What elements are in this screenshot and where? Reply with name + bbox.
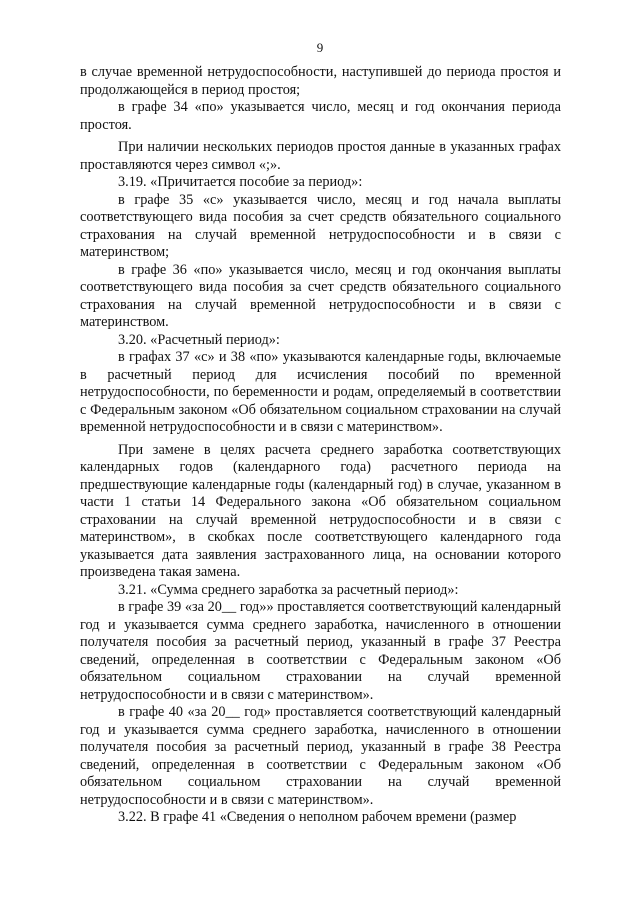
- section-heading: 3.21. «Сумма среднего заработка за расчетный период»:: [118, 581, 459, 598]
- paragraph: При наличии нескольких периодов простоя данные в указанных графах проставляются через символ «;».: [80, 139, 561, 173]
- paragraph: При замене в целях расчета среднего заработка соответствующих календарных годов (календарного года) расчетного периода на предшествующие календарные годы (календарный год) в случае, указанном в части 1 статьи 14 Федерального закона «Об обязательном социальном страховании на случай временной нетрудоспособности и в связи с материнством», в скобках после соответствующего календарного года указывается дата заявления застрахованного лица, на основании которого произведена такая замена.: [80, 441, 561, 580]
- paragraph: в графе 39 «за 20__ год»» проставляется соответствующий календарный год и указывается сумма среднего заработка, начисленного в отношении получателя пособия за расчетный период, указанный в графе 37 Реестра сведений, определенная в соответствии с Федеральным законом «Об обязательном социальном страховании на случай временной нетрудоспособности и в связи с материнством».: [80, 599, 561, 703]
- section-heading: 3.22. В графе 41 «Сведения о неполном рабочем времени (размер: [118, 809, 517, 825]
- section-heading: 3.20. «Расчетный период»:: [118, 331, 280, 348]
- section-heading: 3.19. «Причитается пособие за период»:: [118, 174, 363, 190]
- document-body: [80, 64, 561, 827]
- paragraph: в графе 34 «по» указывается число, месяц и год окончания периода простоя.: [80, 99, 561, 133]
- paragraph: в графе 35 «с» указывается число, месяц и год начала выплаты соответствующего вида пособия за счет средств обязательного социального страхования на случай временной нетрудоспособности и в связи с материнством;: [80, 191, 561, 260]
- page-number: 9: [316, 40, 324, 55]
- paragraph: в случае временной нетрудоспособности, наступившей до периода простоя и продолжающейся в период простоя;: [80, 64, 561, 98]
- paragraph: в графе 36 «по» указывается число, месяц и год окончания выплаты соответствующего вида пособия за счет средств обязательного социального страхования на случай временной нетрудоспособности и в связи с материнством.: [80, 261, 561, 330]
- paragraph: в графах 37 «с» и 38 «по» указываются календарные годы, включаемые в расчетный период для исчисления пособий по временной нетрудоспособности, по беременности и родам, определяемый в соответствии с Федеральным законом «Об обязательном социальном страховании на случай временной нетрудоспособности и в связи с материнством».: [80, 349, 561, 435]
- paragraph: в графе 40 «за 20__ год» проставляется соответствующий календарный год и указывается сумма среднего заработка, начисленного в отношении получателя пособия за расчетный период, указанный в графе 38 Реестра сведений, определенная в соответствии с Федеральным законом «Об обязательном социальном страховании на случай временной нетрудоспособности и в связи с материнством».: [80, 704, 561, 808]
